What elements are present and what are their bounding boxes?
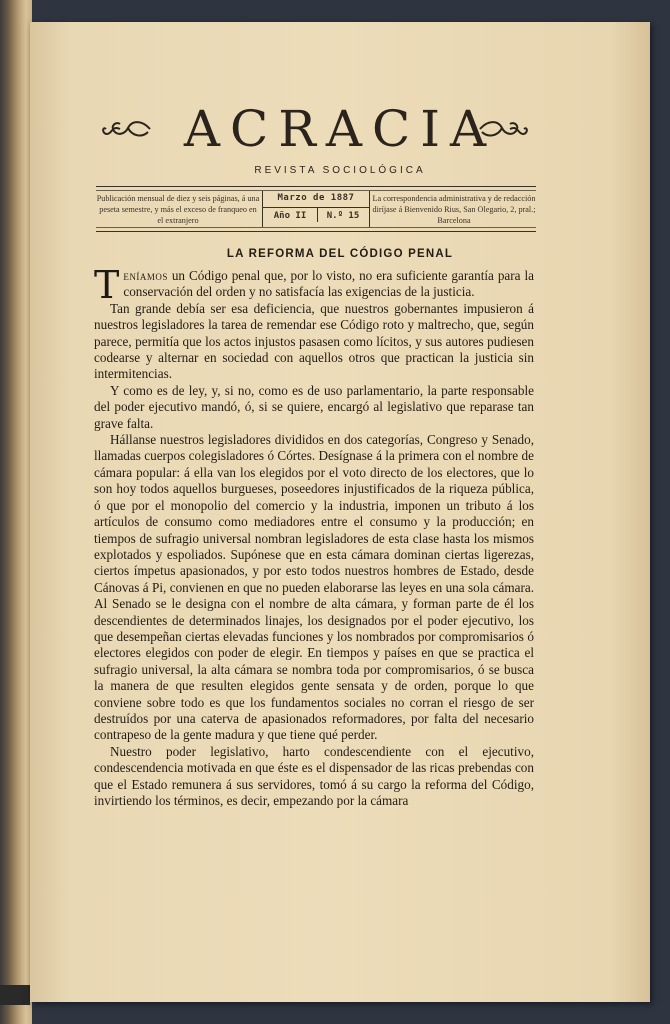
flourish-left-icon [98,114,154,144]
first-word: eníamos [123,268,168,283]
paragraph: Hállanse nuestros legisladores divididos en dos categorías, Congreso y Senado, llamadas cuerpos colegisladores ó Córtes. Desígnase á la primera con el nombre de cámara popular: á ella van los elegidos por el voto directo de los electores, que lo son hoy todos aquellos burgueses, poseedores injustificados de la riqueza pública, ó que por el monopolio del comercio y la industria, imponen un tributo á los artículos de consumo como mediadores entre el consumo y la producción; en tiempos de sufragio universal nombran legisladores de esta clase hasta los mismos explotados y espoliados. Supónese que en esta cámara dominan ciertas ligerezas, ciertos ímpetus apasionados, y por esto todos nuestros hombres de Estado, desde Cánovas á Pi, convienen en que no pueden elaborarse las leyes en una sola cámara. Al Senado se le designa con el nombre de alta cámara, y forman parte de él los descendientes de determinados linajes, los designados por el poder ejecutivo, los que desempeñan ciertas elevadas funciones y los nombrados por compromisarios ó electores elegidos con poder de elegir. En tiempos y países en que se practica el sufragio universal, la alta cámara se nombra toda por compromisarios, ó se busca la manera de que resulten elegidos gente sensata y de orden, porque lo que conviene sobre todo es que los fundamentos sociales no corran el riesgo de ser destruídos por una caterva de apasionados reformadores, por falta del necesario contrapeso de la gente madura y que tiene qué perder. [94,432,534,743]
issue-box [262,191,370,227]
paragraph: Y como es de ley, y, si no, como es de uso parlamentario, la parte responsable del poder ejecutivo mandó, ó, si se quiere, encargó al legislativo que reparase tan grave falta. [94,382,534,431]
issue-date: Marzo de 1887 [277,193,355,203]
article-body [94,263,534,809]
binding-edge [0,985,30,1005]
paragraph: Nuestro poder legislativo, harto condescendiente con el ejecutivo, condescendencia motivada en que éste es el dispensador de las ricas prebendas con que el Estado remunera á sus servidores, tomó á su cargo la reforma del Código, invirtiendo los términos, es decir, empezando por la cámara [94,743,534,808]
journal-title: ACRACIA [183,100,497,158]
flourish-right-icon [476,114,532,144]
paragraph: Tan grande debía ser esa deficiencia, que nuestros gobernantes impusieron á nuestros legisladores la tarea de remendar ese Código roto y maltrecho, que, según parece, permitía que los actos injustos pasasen como lícitos, y sus autores pudiesen codearse y alternar en sociedad con aquellos otros que practican la justicia sin intermitencias. [94,300,534,382]
journal-page [30,22,650,1002]
masthead [30,102,650,162]
journal-subtitle: REVISTA SOCIOLÓGICA [254,165,426,176]
publication-info-bar [96,186,536,232]
issue-year: Año II [263,208,318,222]
book-binding [0,0,32,1024]
paragraph-text: un Código penal que, por lo visto, no era suficiente garantía para la conservación del orden y no satisfacía las exigencias de la justicia. [123,268,534,300]
issue-number: N.º 15 [326,211,360,221]
article-title: LA REFORMA DEL CÓDIGO PENAL [226,248,454,260]
subscription-info: Publicación mensual de diez y seis páginas, á una peseta semestre, y más el exceso de franqueo en el extranjero [96,194,260,225]
drop-cap: T [94,263,120,307]
paragraph [94,263,534,307]
correspondence-info: La correspondencia administrativa y de redacción diríjase á Bienvenido Rius, San Olegario, 2, pral.; Barcelona [372,194,536,225]
